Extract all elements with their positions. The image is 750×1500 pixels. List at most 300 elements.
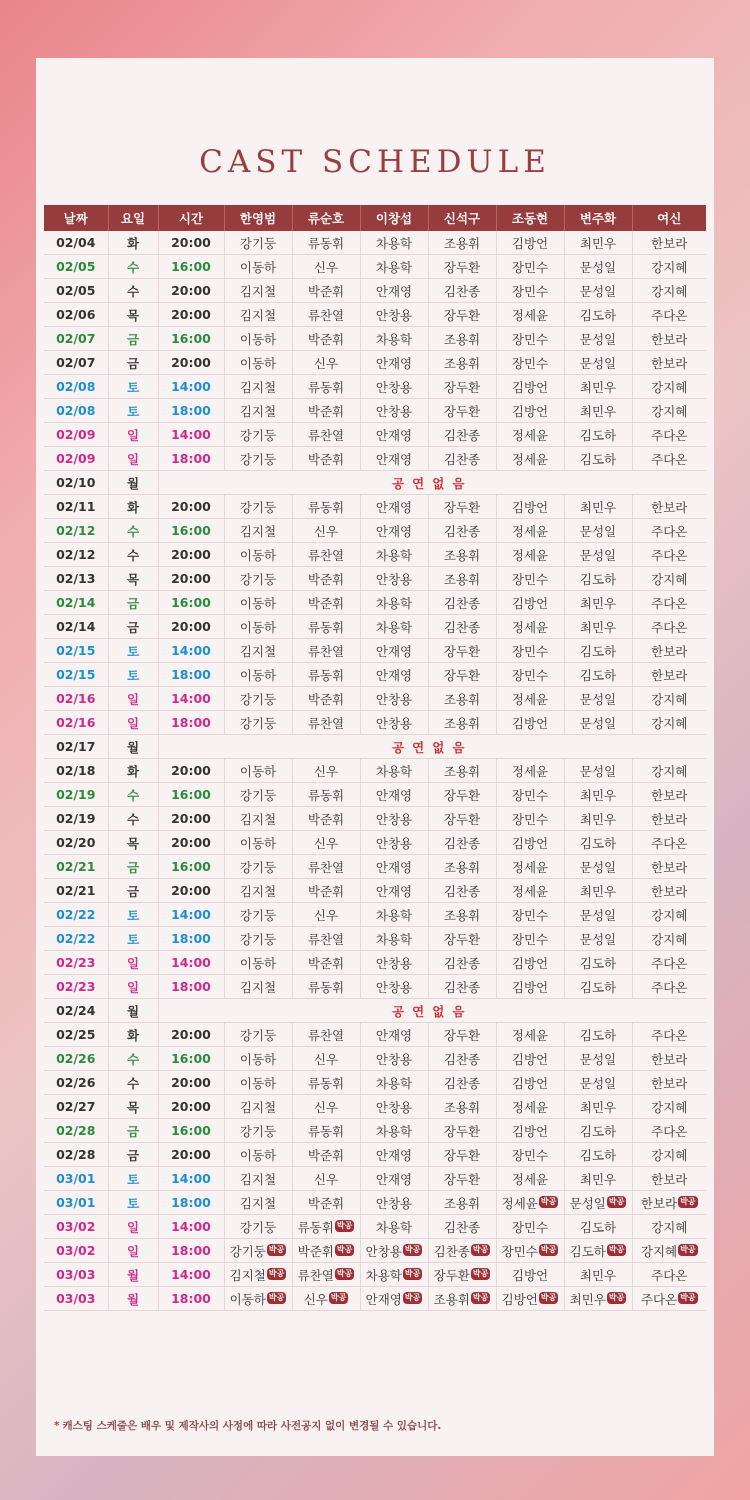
cast-cell: 장두환 — [428, 303, 496, 327]
cast-cell: 문성일 — [564, 687, 632, 711]
date-cell: 03/01 — [44, 1167, 108, 1191]
cast-cell: 조용휘 — [428, 231, 496, 255]
time-cell: 20:00 — [158, 1143, 224, 1167]
cast-cell: 안재영 — [360, 1143, 428, 1167]
time-cell: 14:00 — [158, 903, 224, 927]
cast-cell: 이동하 — [224, 255, 292, 279]
date-cell: 02/22 — [44, 903, 108, 927]
cast-cell: 최민우 — [564, 615, 632, 639]
time-cell: 20:00 — [158, 231, 224, 255]
cast-cell: 최민우 — [564, 495, 632, 519]
cast-cell: 장두환 — [428, 255, 496, 279]
cast-cell: 신우 — [292, 1047, 360, 1071]
cast-cell: 장민수 — [496, 783, 564, 807]
cast-cell: 김도하 — [564, 447, 632, 471]
cast-cell: 이동하 — [224, 351, 292, 375]
cast-cell: 강기둥 — [224, 231, 292, 255]
cast-cell: 장민수 — [496, 639, 564, 663]
cast-cell: 박준휘 — [292, 591, 360, 615]
cast-cell: 문성일 — [564, 327, 632, 351]
cast-cell: 안창용 — [360, 375, 428, 399]
special-badge: 박공 — [336, 1268, 353, 1278]
day-cell: 토 — [108, 927, 158, 951]
cast-cell: 강기둥 — [224, 567, 292, 591]
time-cell: 14:00 — [158, 423, 224, 447]
cast-cell: 김지철 — [224, 879, 292, 903]
time-cell: 18:00 — [158, 1287, 224, 1311]
cast-cell: 차용학 — [360, 1215, 428, 1239]
cast-cell: 장두환 — [428, 1119, 496, 1143]
day-cell: 일 — [108, 711, 158, 735]
cast-cell: 김도하 — [564, 1023, 632, 1047]
cast-cell: 안재영 — [360, 855, 428, 879]
cast-cell: 김방언 — [496, 375, 564, 399]
cast-cell: 안창용 — [360, 1047, 428, 1071]
cast-cell: 한보라 — [632, 639, 706, 663]
special-badge: 박공 — [608, 1292, 625, 1302]
cast-cell: 안재영 박공 — [360, 1287, 428, 1311]
special-badge: 박공 — [540, 1292, 557, 1302]
date-cell: 02/07 — [44, 351, 108, 375]
cast-cell: 류찬열 — [292, 855, 360, 879]
cast-cell: 장민수 — [496, 927, 564, 951]
cast-cell: 류동휘 — [292, 375, 360, 399]
cast-cell: 신우 — [292, 903, 360, 927]
cast-cell: 안재영 — [360, 519, 428, 543]
cast-cell: 차용학 — [360, 327, 428, 351]
cast-cell: 박준휘 — [292, 327, 360, 351]
day-cell: 일 — [108, 1239, 158, 1263]
cast-cell: 안재영 — [360, 879, 428, 903]
cast-cell: 강기둥 박공 — [224, 1239, 292, 1263]
cast-cell: 김방언 — [496, 495, 564, 519]
cast-cell: 문성일 — [564, 1071, 632, 1095]
day-cell: 금 — [108, 1143, 158, 1167]
cast-cell: 문성일 — [564, 711, 632, 735]
column-header: 류순호 — [292, 205, 360, 231]
day-cell: 일 — [108, 447, 158, 471]
cast-cell: 강지혜 — [632, 687, 706, 711]
cast-cell: 한보라 — [632, 807, 706, 831]
time-cell: 14:00 — [158, 639, 224, 663]
cast-cell: 안창용 — [360, 807, 428, 831]
time-cell: 20:00 — [158, 351, 224, 375]
table-row — [44, 447, 706, 471]
date-cell: 02/26 — [44, 1071, 108, 1095]
cast-cell: 장민수 — [496, 903, 564, 927]
cast-cell: 최민우 — [564, 1095, 632, 1119]
cast-cell: 강기둥 — [224, 687, 292, 711]
cast-cell: 한보라 — [632, 327, 706, 351]
table-row — [44, 663, 706, 687]
cast-cell: 정세윤 — [496, 855, 564, 879]
cast-cell: 강기둥 — [224, 447, 292, 471]
day-cell: 수 — [108, 1071, 158, 1095]
disclaimer-note — [54, 1418, 441, 1433]
cast-cell: 박준휘 — [292, 1143, 360, 1167]
cast-cell: 강기둥 — [224, 1023, 292, 1047]
special-badge: 박공 — [268, 1268, 285, 1278]
day-cell: 수 — [108, 783, 158, 807]
special-badge: 박공 — [268, 1244, 285, 1254]
table-row — [44, 975, 706, 999]
cast-cell: 주다온 — [632, 543, 706, 567]
date-cell: 02/12 — [44, 543, 108, 567]
date-cell: 03/02 — [44, 1215, 108, 1239]
column-header: 조동현 — [496, 205, 564, 231]
cast-cell: 강기둥 — [224, 927, 292, 951]
cast-cell: 류동휘 — [292, 231, 360, 255]
cast-cell: 강지혜 — [632, 399, 706, 423]
time-cell: 20:00 — [158, 759, 224, 783]
table-row — [44, 495, 706, 519]
column-header: 요일 — [108, 205, 158, 231]
cast-cell: 조용휘 — [428, 1095, 496, 1119]
cast-cell: 조용휘 — [428, 543, 496, 567]
cast-cell: 김방언 — [496, 951, 564, 975]
cast-cell: 김지철 — [224, 279, 292, 303]
special-badge: 박공 — [680, 1196, 696, 1206]
day-cell: 토 — [108, 399, 158, 423]
time-cell: 14:00 — [158, 375, 224, 399]
no-show-cell: 공연없음 — [158, 471, 706, 495]
cast-cell: 안재영 — [360, 1167, 428, 1191]
special-badge: 박공 — [472, 1244, 489, 1254]
cast-cell: 김찬종 — [428, 951, 496, 975]
date-cell: 02/05 — [44, 279, 108, 303]
special-badge: 박공 — [540, 1196, 557, 1206]
cast-cell: 박준휘 — [292, 399, 360, 423]
column-header: 날짜 — [44, 205, 108, 231]
time-cell: 14:00 — [158, 687, 224, 711]
cast-cell: 문성일 — [564, 1047, 632, 1071]
cast-cell: 안창용 — [360, 303, 428, 327]
cast-cell: 이동하 — [224, 327, 292, 351]
table-row — [44, 591, 706, 615]
time-cell: 18:00 — [158, 711, 224, 735]
cast-cell: 정세윤 — [496, 687, 564, 711]
cast-cell: 최민우 — [564, 375, 632, 399]
cast-cell: 박준휘 — [292, 687, 360, 711]
time-cell: 16:00 — [158, 783, 224, 807]
cast-cell: 최민우 — [564, 231, 632, 255]
cast-cell: 강지혜 — [632, 1215, 706, 1239]
table-row — [44, 1119, 706, 1143]
cast-cell: 주다온 — [632, 303, 706, 327]
cast-cell: 정세윤 — [496, 423, 564, 447]
cast-cell: 류동휘 — [292, 1119, 360, 1143]
cast-cell: 류찬열 — [292, 423, 360, 447]
day-cell: 월 — [108, 471, 158, 495]
table-row — [44, 639, 706, 663]
day-cell: 화 — [108, 231, 158, 255]
cast-cell: 안재영 — [360, 351, 428, 375]
cast-cell: 김지철 — [224, 375, 292, 399]
cast-cell: 강기둥 — [224, 711, 292, 735]
special-badge: 박공 — [472, 1292, 489, 1302]
cast-cell: 장두환 — [428, 495, 496, 519]
cast-cell: 차용학 — [360, 1119, 428, 1143]
date-cell: 02/07 — [44, 327, 108, 351]
date-cell: 02/25 — [44, 1023, 108, 1047]
time-cell: 18:00 — [158, 975, 224, 999]
cast-cell: 류찬열 — [292, 711, 360, 735]
cast-cell: 김도하 — [564, 951, 632, 975]
cast-cell: 김지철 — [224, 303, 292, 327]
cast-cell: 장민수 — [496, 1143, 564, 1167]
day-cell: 일 — [108, 1215, 158, 1239]
cast-cell: 최민우 — [564, 1167, 632, 1191]
table-row — [44, 351, 706, 375]
cast-cell: 류동휘 — [292, 615, 360, 639]
cast-cell: 주다온 — [632, 615, 706, 639]
table-row — [44, 231, 706, 255]
time-cell: 20:00 — [158, 1095, 224, 1119]
date-cell: 03/01 — [44, 1191, 108, 1215]
table-row — [44, 1143, 706, 1167]
cast-cell: 안창용 — [360, 399, 428, 423]
cast-cell: 주다온 — [632, 1119, 706, 1143]
cast-cell: 정세윤 — [496, 759, 564, 783]
cast-cell: 문성일 — [564, 543, 632, 567]
table-row — [44, 951, 706, 975]
cast-cell: 조용휘 — [428, 327, 496, 351]
day-cell: 토 — [108, 375, 158, 399]
date-cell: 02/26 — [44, 1047, 108, 1071]
day-cell: 금 — [108, 351, 158, 375]
time-cell: 18:00 — [158, 927, 224, 951]
table-row — [44, 831, 706, 855]
table-row — [44, 1023, 706, 1047]
special-badge: 박공 — [680, 1244, 696, 1254]
cast-cell: 정세윤 — [496, 447, 564, 471]
date-cell: 02/10 — [44, 471, 108, 495]
cast-cell: 김찬종 — [428, 615, 496, 639]
cast-cell: 김방언 — [496, 231, 564, 255]
cast-cell: 신우 — [292, 1095, 360, 1119]
cast-cell: 김찬종 — [428, 447, 496, 471]
cast-cell: 장민수 — [496, 807, 564, 831]
cast-cell: 문성일 — [564, 255, 632, 279]
cast-cell: 문성일 — [564, 351, 632, 375]
schedule-panel — [36, 58, 714, 1456]
date-cell: 02/28 — [44, 1143, 108, 1167]
cast-cell: 강지혜 — [632, 1143, 706, 1167]
date-cell: 02/23 — [44, 975, 108, 999]
column-header: 변주화 — [564, 205, 632, 231]
cast-cell: 최민우 — [564, 783, 632, 807]
day-cell: 금 — [108, 591, 158, 615]
date-cell: 03/03 — [44, 1263, 108, 1287]
date-cell: 02/21 — [44, 879, 108, 903]
cast-cell: 장민수 — [496, 663, 564, 687]
cast-schedule-table — [44, 205, 706, 1311]
time-cell: 20:00 — [158, 567, 224, 591]
cast-cell: 문성일 — [564, 903, 632, 927]
cast-cell: 강지혜 — [632, 279, 706, 303]
day-cell: 수 — [108, 1047, 158, 1071]
cast-cell: 김지철 — [224, 399, 292, 423]
date-cell: 02/16 — [44, 711, 108, 735]
cast-cell: 김지철 — [224, 975, 292, 999]
cast-cell: 김찬종 — [428, 975, 496, 999]
date-cell: 02/08 — [44, 375, 108, 399]
cast-cell: 안창용 — [360, 567, 428, 591]
cast-cell: 류찬열 — [292, 927, 360, 951]
cast-cell: 김방언 — [496, 399, 564, 423]
table-row — [44, 399, 706, 423]
time-cell: 14:00 — [158, 951, 224, 975]
time-cell: 16:00 — [158, 519, 224, 543]
cast-cell: 박준휘 — [292, 447, 360, 471]
cast-cell: 안재영 — [360, 1023, 428, 1047]
day-cell: 화 — [108, 495, 158, 519]
cast-cell: 안재영 — [360, 663, 428, 687]
cast-cell: 김도하 — [564, 567, 632, 591]
cast-cell: 장민수 — [496, 255, 564, 279]
time-cell: 16:00 — [158, 1047, 224, 1071]
cast-cell: 이동하 — [224, 663, 292, 687]
cast-cell: 정세윤 — [496, 615, 564, 639]
table-row — [44, 783, 706, 807]
date-cell: 02/13 — [44, 567, 108, 591]
table-row — [44, 279, 706, 303]
cast-cell: 김도하 — [564, 975, 632, 999]
special-badge: 박공 — [404, 1292, 421, 1302]
date-cell: 02/11 — [44, 495, 108, 519]
table-row — [44, 303, 706, 327]
cast-cell: 문성일 — [564, 279, 632, 303]
date-cell: 02/19 — [44, 783, 108, 807]
day-cell: 목 — [108, 567, 158, 591]
column-header: 여신 — [632, 205, 706, 231]
cast-cell: 안창용 — [360, 1191, 428, 1215]
cast-cell: 문성일 — [564, 927, 632, 951]
cast-cell: 한보라 — [632, 879, 706, 903]
cast-cell: 강기둥 — [224, 495, 292, 519]
table-row — [44, 1167, 706, 1191]
time-cell: 16:00 — [158, 591, 224, 615]
cast-cell: 김지철 — [224, 639, 292, 663]
cast-cell: 안창용 — [360, 711, 428, 735]
cast-cell: 한보라 — [632, 1167, 706, 1191]
date-cell: 02/17 — [44, 735, 108, 759]
cast-cell: 최민우 — [564, 879, 632, 903]
cast-cell: 신우 — [292, 831, 360, 855]
cast-cell: 김지철 — [224, 1167, 292, 1191]
day-cell: 월 — [108, 735, 158, 759]
cast-cell: 장민수 — [496, 1215, 564, 1239]
cast-cell: 류찬열 — [292, 1023, 360, 1047]
table-row — [44, 879, 706, 903]
cast-cell: 이동하 — [224, 951, 292, 975]
cast-cell: 정세윤 — [496, 879, 564, 903]
cast-cell: 장두환 — [428, 1023, 496, 1047]
cast-cell: 주다온 — [632, 1263, 706, 1287]
table-row — [44, 1047, 706, 1071]
table-row — [44, 615, 706, 639]
cast-cell: 류동휘 박공 — [292, 1215, 360, 1239]
cast-cell: 장민수 — [496, 327, 564, 351]
cast-cell: 강지혜 — [632, 759, 706, 783]
cast-cell: 장두환 — [428, 927, 496, 951]
cast-cell: 김지철 — [224, 1191, 292, 1215]
cast-cell: 신우 — [292, 255, 360, 279]
special-badge: 박공 — [680, 1292, 696, 1302]
day-cell: 일 — [108, 951, 158, 975]
cast-cell: 김방언 — [496, 975, 564, 999]
cast-cell: 차용학 — [360, 543, 428, 567]
cast-cell: 한보라 — [632, 1071, 706, 1095]
cast-cell: 김방언 — [496, 711, 564, 735]
cast-cell: 김찬종 — [428, 831, 496, 855]
cast-cell: 김찬종 — [428, 1215, 496, 1239]
column-header: 한영범 — [224, 205, 292, 231]
special-badge: 박공 — [336, 1244, 353, 1254]
table-row — [44, 375, 706, 399]
date-cell: 02/27 — [44, 1095, 108, 1119]
cast-cell: 장민수 박공 — [496, 1239, 564, 1263]
cast-cell: 장두환 — [428, 399, 496, 423]
cast-cell: 박준휘 — [292, 567, 360, 591]
cast-cell: 조용휘 — [428, 567, 496, 591]
table-row — [44, 1239, 706, 1263]
special-badge: 박공 — [472, 1268, 489, 1278]
cast-cell: 김찬종 — [428, 591, 496, 615]
special-badge: 박공 — [540, 1244, 557, 1254]
day-cell: 목 — [108, 831, 158, 855]
table-row — [44, 807, 706, 831]
day-cell: 수 — [108, 255, 158, 279]
date-cell: 02/15 — [44, 663, 108, 687]
cast-cell: 안창용 — [360, 951, 428, 975]
cast-cell: 최민우 — [564, 591, 632, 615]
cast-cell: 한보라 — [632, 351, 706, 375]
day-cell: 목 — [108, 1095, 158, 1119]
time-cell: 14:00 — [158, 1215, 224, 1239]
table-row — [44, 327, 706, 351]
cast-cell: 강기둥 — [224, 1215, 292, 1239]
cast-cell: 이동하 — [224, 591, 292, 615]
cast-cell: 주다온 — [632, 951, 706, 975]
cast-cell: 안재영 — [360, 447, 428, 471]
cast-cell: 안재영 — [360, 783, 428, 807]
table-row — [44, 1095, 706, 1119]
day-cell: 수 — [108, 519, 158, 543]
cast-cell: 최민우 — [564, 399, 632, 423]
cast-cell: 한보라 — [632, 663, 706, 687]
cast-cell: 한보라 박공 — [632, 1191, 706, 1215]
day-cell: 금 — [108, 855, 158, 879]
cast-cell: 김도하 — [564, 423, 632, 447]
cast-cell: 김방언 — [496, 1071, 564, 1095]
cast-cell: 강지혜 — [632, 711, 706, 735]
cast-cell: 조용휘 — [428, 711, 496, 735]
cast-cell: 이동하 — [224, 543, 292, 567]
special-badge: 박공 — [268, 1292, 285, 1302]
cast-cell: 김지철 — [224, 807, 292, 831]
cast-cell: 이동하 — [224, 615, 292, 639]
date-cell: 02/22 — [44, 927, 108, 951]
cast-cell: 정세윤 — [496, 303, 564, 327]
table-row — [44, 1071, 706, 1095]
date-cell: 02/05 — [44, 255, 108, 279]
table-row — [44, 423, 706, 447]
table-row — [44, 1263, 706, 1287]
cast-cell: 강지혜 — [632, 1095, 706, 1119]
table-row — [44, 1215, 706, 1239]
column-header: 신석구 — [428, 205, 496, 231]
